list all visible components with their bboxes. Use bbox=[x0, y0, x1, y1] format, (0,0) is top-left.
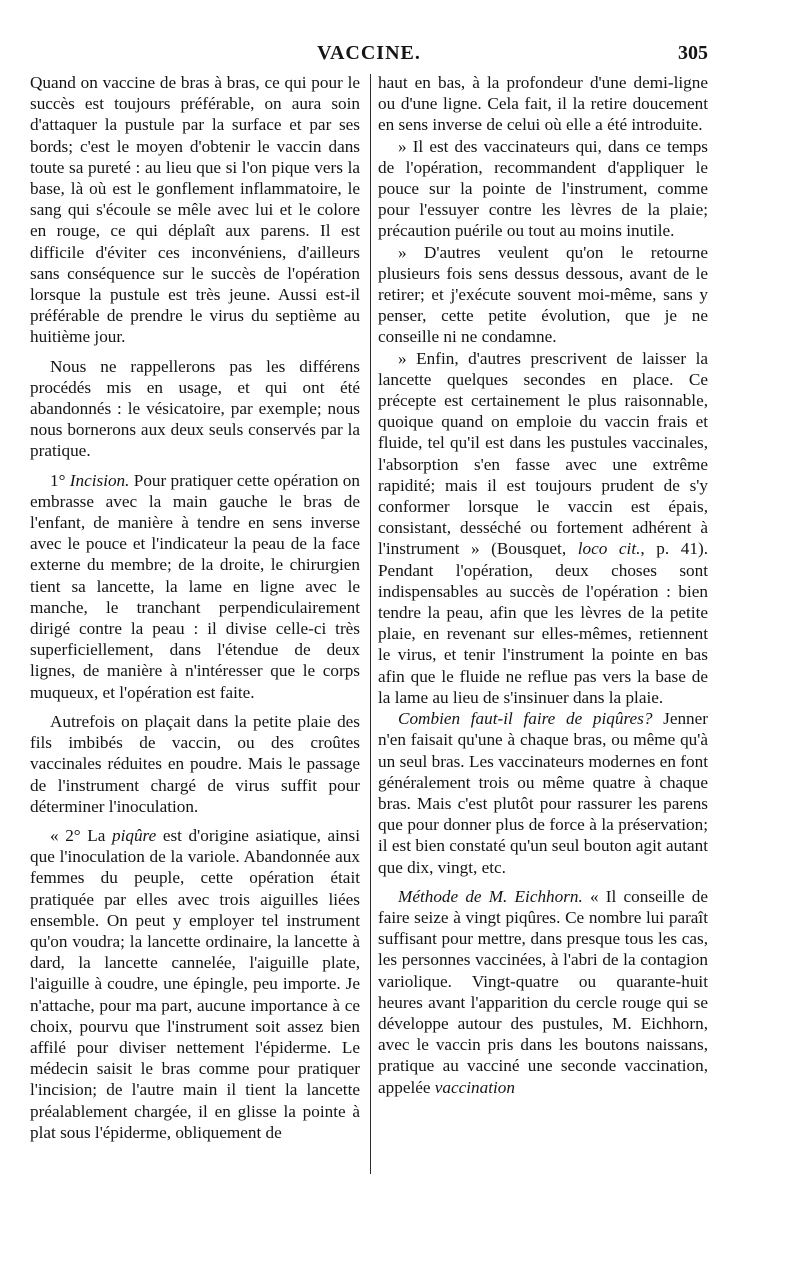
paragraph: Autrefois on plaçait dans la petite plaie des fils imbibés de vaccin, ou des croûtes vaccinales réduites en poudre. Mais le passage de l'instrument chargé de virus suffit pour déterminer l'inoculation. bbox=[30, 711, 360, 816]
page-header bbox=[30, 42, 708, 72]
section-heading: Combien faut-il faire de piqûres? bbox=[398, 709, 653, 729]
left-column bbox=[30, 72, 360, 1143]
paragraph: Nous ne rappellerons pas les différens procédés mis en usage, et qui ont été abandonnés : le vésicatoire, par exemple; nous nous bornerons aux deux seuls conservés par la pratique. bbox=[30, 356, 360, 461]
paragraph: Méthode de M. Eichhorn. « Il conseille de faire seize à vingt piqûres. Ce nombre lui paraît suffisant pour mettre, dans presque tous les cas, les personnes vaccinées, à l'abri de la contagion variolique. Vingt-quatre ou quarante-huit heures avant l'apparition du cercle rouge qui se développe autour des pustules, M. Eichhorn, avec le vaccin pris dans les boutons naissans, pratique au vacciné une seconde vaccination, appelée vaccination bbox=[378, 886, 709, 1097]
paragraph: haut en bas, à la profondeur d'une demi-ligne ou d'une ligne. Cela fait, il la retire doucement en sens inverse de celui où elle a été introduite. bbox=[378, 73, 708, 135]
paragraph: » Enfin, d'autres prescrivent de laisser la lancette quelques secondes en place. Ce précepte est certainement le plus raisonnable, quoique quand on emploie du vaccin frais et fluide, tel qu'il est dans les pustules vaccinales, l'absorption s'en fasse avec une extrême rapidité; mais il est toujours prudent de s'y conformer lorsque le vaccin est épais, consistant, desséché ou fortement adhérent à l'instrument » (Bousquet, loco cit., p. 41). Pendant l'opération, deux choses sont indispensables au succès de l'opération : bien tendre la peau, afin que les lèvres de la petite plaie, en revenant sur elles-mêmes, retiennent le virus, et tenir l'instrument la pointe en bas afin que le fluide ne reflue pas vers la base de la lame au lieu de s'insinuer dans la plaie. bbox=[378, 348, 708, 707]
running-title: VACCINE. bbox=[317, 42, 421, 64]
paragraph: « 2° La piqûre est d'origine asiatique, ainsi que l'inoculation de la variole. Abandonnée aux femmes du peuple, cette opération était pratiquée par elles avec trois aiguilles liées ensemble. On peut y employer tel instrument qu'on voudra; la lancette ordinaire, la lancette à dard, la lancette cannelée, l'aiguille plate, l'aiguille à coudre, une épingle, peu importe. Je n'attache, pour ma part, aucune importance à ce choix, pourvu que l'instrument soit assez bien affilé pour diviser nettement l'épiderme. Le médecin saisit le bras comme pour pratiquer l'incision; de l'autre main il tient la lancette préalablement chargée, il en glisse la pointe à plat sous l'épiderme, obliquement de bbox=[30, 825, 360, 1142]
paragraph: » Il est des vaccinateurs qui, dans ce temps de l'opération, recommandent d'appliquer le pouce sur la pointe de l'instrument, comme pour l'essuyer contre les lèvres de la plaie; précaution puérile ou tout au moins inutile. bbox=[378, 136, 708, 241]
section-heading: Méthode de M. Eichhorn. bbox=[398, 886, 583, 906]
right-column bbox=[378, 72, 708, 1098]
column-divider bbox=[370, 74, 371, 1174]
paragraph: 1° Incision. Pour pratiquer cette opération on embrasse avec la main gauche le bras de l'enfant, de manière à tendre en sens inverse avec le pouce et l'indicateur la peau de la face externe du membre; de la droite, le chirurgien tient sa lancette, la lame en ligne avec le manche, le tranchant perpendiculairement dirigé contre la peau : il divise celle-ci très superficiellement, dans l'étendue de deux lignes, de manière à n'intéresser que le corps muqueux, et l'opération est faite. bbox=[30, 470, 360, 702]
paragraph: » D'autres veulent qu'on le retourne plusieurs fois sens dessus dessous, avant de le retirer; et j'exécute souvent moi-même, sans y penser, cette petite évolution, que je ne conseille ni ne condamne. bbox=[378, 242, 708, 347]
italic-term: piqûre bbox=[112, 825, 157, 845]
paragraph: Quand on vaccine de bras à bras, ce qui pour le succès est toujours préférable, on aura soin d'attaquer la pustule par la surface et par ses bords; c'est le moyen d'obtenir le vaccin dans toute sa pureté : au lieu que si l'on pique vers la base, là où est le gonflement inflammatoire, le sang qui s'écoule se mêle avec lui et le colore en rouge, ce qui déplaît aux parens. Il est difficile d'éviter ces inconvéniens, d'ailleurs sans conséquence sur le succès de l'opération lorsque la pustule est très jeune. Aussi est-il préférable de prendre le virus du septième au huitième jour. bbox=[30, 73, 360, 347]
page-number: 305 bbox=[678, 42, 708, 64]
italic-term: vaccination bbox=[434, 1077, 515, 1097]
citation-italic: loco cit. bbox=[577, 539, 641, 559]
section-heading: Incision. bbox=[69, 470, 130, 490]
paragraph: Combien faut-il faire de piqûres? Jenner n'en faisait qu'une à chaque bras, ou même qu'à un seul bras. Les vaccinateurs modernes en font généralement trois ou même quatre à chaque bras. Mais c'est plutôt pour rassurer les parens que pour donner plus de force à la préservation; il est bien constaté qu'un seul bouton agit autant que dix, vingt, etc. bbox=[378, 709, 708, 877]
